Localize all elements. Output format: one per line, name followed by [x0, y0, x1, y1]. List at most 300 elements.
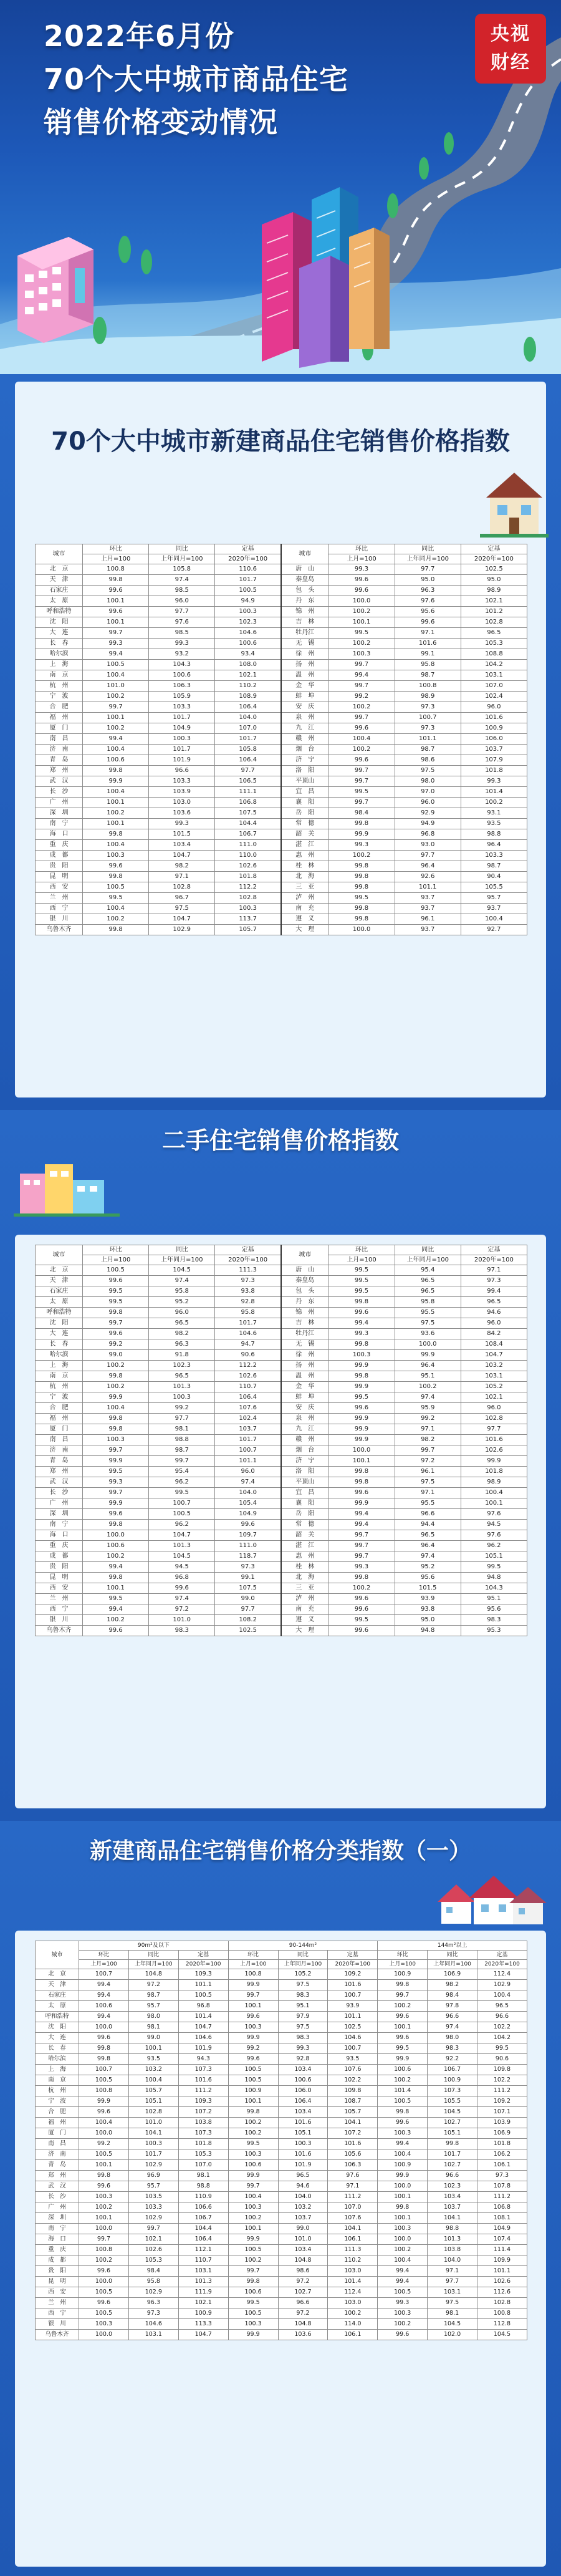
value-cell: 100.5 — [178, 1990, 228, 2001]
value-cell: 100.4 — [461, 914, 527, 925]
value-cell: 104.1 — [128, 2128, 178, 2139]
value-cell: 99.9 — [228, 1980, 278, 1990]
value-cell: 99.8 — [83, 766, 149, 776]
value-cell: 98.1 — [149, 1424, 215, 1435]
value-cell: 105.1 — [428, 2128, 477, 2139]
value-cell: 103.2 — [128, 2065, 178, 2075]
value-cell: 97.6 — [328, 2171, 378, 2181]
value-cell: 100.2 — [328, 2308, 378, 2319]
value-cell: 97.4 — [149, 1276, 215, 1286]
value-cell: 105.1 — [128, 2096, 178, 2107]
table-row — [36, 670, 527, 681]
value-cell: 97.4 — [428, 2022, 477, 2033]
value-cell: 100.3 — [83, 1435, 149, 1445]
value-cell: 99.6 — [83, 1276, 149, 1286]
value-cell: 96.3 — [128, 2298, 178, 2308]
value-cell: 96.6 — [149, 766, 215, 776]
table-second-body — [36, 1265, 527, 1636]
value-cell: 90.6 — [215, 1350, 281, 1361]
value-cell: 110.7 — [178, 2255, 228, 2266]
value-cell: 100.2 — [83, 1361, 149, 1371]
value-cell: 101.6 — [328, 2139, 378, 2149]
table-row — [36, 776, 527, 787]
value-cell: 104.7 — [461, 1350, 527, 1361]
value-cell: 97.1 — [328, 2181, 378, 2192]
value-cell: 97.4 — [149, 575, 215, 586]
city-cell: 洛 阳 — [281, 766, 328, 776]
value-cell: 99.6 — [228, 2054, 278, 2065]
city-cell: 福 州 — [36, 1414, 83, 1424]
value-cell: 98.8 — [428, 2224, 477, 2234]
col-subheader-base: 2020年=100 — [461, 1255, 527, 1265]
value-cell: 97.7 — [461, 1424, 527, 1435]
value-cell: 111.3 — [328, 2245, 378, 2255]
value-cell: 95.6 — [461, 1604, 527, 1615]
value-cell: 96.4 — [395, 1541, 461, 1551]
city-cell: 长 沙 — [36, 787, 83, 798]
city-cell: 襄 阳 — [281, 798, 328, 808]
city-cell: 西 宁 — [36, 1604, 83, 1615]
city-cell: 扬 州 — [281, 1361, 328, 1371]
city-cell: 太 原 — [36, 596, 83, 607]
city-cell: 岳 阳 — [281, 1509, 328, 1520]
table-classified-body — [36, 1969, 527, 2340]
value-cell: 101.6 — [178, 2075, 228, 2086]
value-cell: 101.1 — [178, 1980, 228, 1990]
value-cell: 97.2 — [278, 2277, 328, 2287]
city-cell: 襄 阳 — [281, 1498, 328, 1509]
value-cell: 97.1 — [461, 1265, 527, 1276]
value-cell: 99.4 — [83, 1562, 149, 1573]
value-cell: 97.7 — [395, 851, 461, 861]
value-cell: 100.2 — [228, 2118, 278, 2128]
value-cell: 102.5 — [328, 2022, 378, 2033]
table-row — [36, 564, 527, 575]
value-cell: 100.3 — [228, 2022, 278, 2033]
value-cell: 106.0 — [278, 2086, 328, 2096]
table-row — [36, 702, 527, 713]
value-cell: 101.4 — [178, 2012, 228, 2022]
table-row — [36, 2086, 527, 2096]
city-cell: 银 川 — [36, 1615, 83, 1626]
col-header-yoy: 同比 — [149, 1245, 215, 1255]
city-cell: 惠 州 — [281, 851, 328, 861]
value-cell: 99.7 — [328, 766, 395, 776]
value-cell: 112.4 — [328, 2287, 378, 2298]
table-row — [36, 2128, 527, 2139]
col-subheader-yoy: 上年同月=100 — [128, 1960, 178, 1969]
value-cell: 102.1 — [461, 596, 527, 607]
value-cell: 98.6 — [278, 2266, 328, 2277]
col-header-base: 定基 — [215, 1245, 281, 1255]
table-row — [36, 745, 527, 755]
value-cell: 99.9 — [328, 1498, 395, 1509]
value-cell: 100.2 — [83, 1551, 149, 1562]
city-cell: 洛 阳 — [281, 1467, 328, 1477]
value-cell: 111.2 — [178, 2086, 228, 2096]
city-cell: 宁 波 — [36, 2096, 79, 2107]
col-header-base: 定基 — [178, 1951, 228, 1960]
table-row — [36, 1990, 527, 2001]
value-cell: 101.2 — [461, 607, 527, 617]
value-cell: 98.2 — [149, 861, 215, 872]
value-cell: 100.9 — [178, 2308, 228, 2319]
table-row — [36, 882, 527, 893]
col-subheader-yoy: 上年同月=100 — [149, 1255, 215, 1265]
value-cell: 95.4 — [149, 1467, 215, 1477]
value-cell: 99.5 — [83, 1286, 149, 1297]
value-cell: 99.8 — [228, 2277, 278, 2287]
value-cell: 97.7 — [215, 766, 281, 776]
city-cell: 金 华 — [281, 681, 328, 692]
table-row — [36, 1541, 527, 1551]
value-cell: 100.1 — [83, 596, 149, 607]
value-cell: 107.1 — [477, 2107, 527, 2118]
city-cell: 合 肥 — [36, 702, 83, 713]
value-cell: 104.8 — [278, 2319, 328, 2330]
value-cell: 98.0 — [428, 2033, 477, 2043]
value-cell: 99.5 — [83, 893, 149, 904]
table-row — [36, 840, 527, 851]
table-row — [36, 660, 527, 670]
value-cell: 100.0 — [378, 2234, 428, 2245]
value-cell: 100.2 — [461, 798, 527, 808]
value-cell: 99.4 — [79, 1990, 129, 2001]
value-cell: 93.7 — [395, 893, 461, 904]
city-cell: 重 庆 — [36, 1541, 83, 1551]
value-cell: 97.6 — [461, 1509, 527, 1520]
hero-title-line-3: 销售价格变动情况 — [44, 105, 278, 139]
table-row — [36, 1583, 527, 1594]
value-cell: 102.7 — [428, 2118, 477, 2128]
value-cell: 96.3 — [395, 586, 461, 596]
value-cell: 111.4 — [477, 2245, 527, 2255]
value-cell: 96.4 — [395, 861, 461, 872]
value-cell: 113.3 — [178, 2319, 228, 2330]
value-cell: 111.2 — [477, 2192, 527, 2202]
table-new-body — [36, 564, 527, 935]
value-cell: 97.6 — [149, 617, 215, 628]
value-cell: 100.0 — [395, 1339, 461, 1350]
value-cell: 100.6 — [149, 670, 215, 681]
table-row — [36, 1551, 527, 1562]
value-cell: 99.4 — [328, 1509, 395, 1520]
value-cell: 101.1 — [395, 734, 461, 745]
value-cell: 100.8 — [477, 2308, 527, 2319]
city-cell: 北 海 — [281, 1573, 328, 1583]
value-cell: 98.2 — [149, 1329, 215, 1339]
value-cell: 96.1 — [395, 1467, 461, 1477]
city-cell: 长 沙 — [36, 1488, 83, 1498]
table-row — [36, 798, 527, 808]
value-cell: 101.3 — [178, 2277, 228, 2287]
table-row — [36, 1424, 527, 1435]
value-cell: 97.6 — [461, 1530, 527, 1541]
value-cell: 100.3 — [215, 607, 281, 617]
value-cell: 103.1 — [461, 1371, 527, 1382]
value-cell: 96.0 — [461, 1318, 527, 1329]
city-cell: 吉 林 — [281, 1318, 328, 1329]
table-row — [36, 1286, 527, 1297]
value-cell: 97.5 — [278, 1980, 328, 1990]
value-cell: 104.6 — [128, 2319, 178, 2330]
value-cell: 99.5 — [477, 2043, 527, 2054]
table-row — [36, 2054, 527, 2065]
value-cell: 97.5 — [428, 2298, 477, 2308]
city-cell: 秦皇岛 — [281, 1276, 328, 1286]
value-cell: 99.8 — [328, 819, 395, 829]
table-row — [36, 2107, 527, 2118]
city-cell: 常 德 — [281, 1520, 328, 1530]
value-cell: 102.2 — [477, 2022, 527, 2033]
col-subheader-mom: 上月=100 — [83, 1255, 149, 1265]
value-cell: 100.3 — [79, 2319, 129, 2330]
value-cell: 105.2 — [461, 1382, 527, 1392]
value-cell: 99.5 — [328, 1265, 395, 1276]
city-cell: 常 德 — [281, 819, 328, 829]
value-cell: 100.1 — [378, 2213, 428, 2224]
table-row — [36, 2213, 527, 2224]
value-cell: 99.9 — [83, 1498, 149, 1509]
value-cell: 99.6 — [328, 586, 395, 596]
city-cell: 安 庆 — [281, 702, 328, 713]
table-row — [36, 575, 527, 586]
value-cell: 100.2 — [228, 2128, 278, 2139]
value-cell: 112.4 — [477, 1969, 527, 1980]
city-cell: 天 津 — [36, 1276, 83, 1286]
value-cell: 94.3 — [178, 2054, 228, 2065]
value-cell: 102.8 — [128, 2107, 178, 2118]
value-cell: 97.7 — [149, 1414, 215, 1424]
value-cell: 101.6 — [461, 1435, 527, 1445]
value-cell: 99.9 — [328, 829, 395, 840]
value-cell: 99.6 — [228, 2012, 278, 2022]
value-cell: 95.1 — [461, 1594, 527, 1604]
value-cell: 97.3 — [128, 2308, 178, 2319]
value-cell: 104.5 — [149, 1551, 215, 1562]
value-cell: 99.9 — [395, 1350, 461, 1361]
value-cell: 99.6 — [79, 2266, 129, 2277]
city-cell: 烟 台 — [281, 1445, 328, 1456]
value-cell: 103.4 — [428, 2192, 477, 2202]
value-cell: 97.3 — [461, 1276, 527, 1286]
value-cell: 111.0 — [215, 840, 281, 851]
value-cell: 99.8 — [83, 1520, 149, 1530]
value-cell: 99.7 — [228, 2266, 278, 2277]
value-cell: 95.5 — [395, 1498, 461, 1509]
table-row — [36, 692, 527, 702]
value-cell: 106.5 — [215, 776, 281, 787]
value-cell: 97.1 — [395, 1488, 461, 1498]
value-cell: 99.8 — [83, 1424, 149, 1435]
city-cell: 惠 州 — [281, 1551, 328, 1562]
value-cell: 100.3 — [378, 2308, 428, 2319]
value-cell: 100.7 — [79, 2065, 129, 2075]
table-row — [36, 734, 527, 745]
value-cell: 92.8 — [278, 2054, 328, 2065]
value-cell: 99.0 — [83, 1350, 149, 1361]
value-cell: 99.7 — [328, 776, 395, 787]
city-cell: 厦 门 — [36, 2128, 79, 2139]
value-cell: 99.5 — [328, 1276, 395, 1286]
city-cell: 乌鲁木齐 — [36, 2330, 79, 2340]
value-cell: 103.1 — [128, 2330, 178, 2340]
col-header-city: 城市 — [36, 544, 83, 564]
city-cell: 南 昌 — [36, 1435, 83, 1445]
city-cell: 厦 门 — [36, 723, 83, 734]
value-cell: 101.0 — [278, 2234, 328, 2245]
city-cell: 长 春 — [36, 1339, 83, 1350]
city-cell: 南 京 — [36, 1371, 83, 1382]
value-cell: 104.6 — [215, 628, 281, 639]
city-cell: 呼和浩特 — [36, 2012, 79, 2022]
value-cell: 102.9 — [128, 2160, 178, 2171]
city-cell: 青 岛 — [36, 755, 83, 766]
value-cell: 106.1 — [477, 2160, 527, 2171]
value-cell: 93.5 — [128, 2054, 178, 2065]
value-cell: 105.3 — [128, 2255, 178, 2266]
value-cell: 99.4 — [378, 2266, 428, 2277]
value-cell: 100.4 — [228, 2192, 278, 2202]
value-cell: 95.7 — [128, 2001, 178, 2012]
value-cell: 93.9 — [395, 1594, 461, 1604]
city-cell: 无 锡 — [281, 1339, 328, 1350]
value-cell: 98.0 — [395, 776, 461, 787]
value-cell: 98.7 — [395, 670, 461, 681]
value-cell: 98.9 — [461, 1477, 527, 1488]
value-cell: 100.3 — [278, 2139, 328, 2149]
value-cell: 96.6 — [428, 2171, 477, 2181]
value-cell: 101.9 — [178, 2043, 228, 2054]
col-header-base: 定基 — [461, 1245, 527, 1255]
value-cell: 101.6 — [278, 2118, 328, 2128]
value-cell: 103.7 — [215, 1424, 281, 1435]
value-cell: 102.7 — [278, 2287, 328, 2298]
city-cell: 西 安 — [36, 2287, 79, 2298]
value-cell: 104.3 — [461, 1583, 527, 1594]
value-cell: 109.8 — [328, 2086, 378, 2096]
value-cell: 100.4 — [378, 2149, 428, 2160]
value-cell: 90.6 — [477, 2054, 527, 2065]
table-row — [36, 649, 527, 660]
value-cell: 97.7 — [395, 564, 461, 575]
value-cell: 100.7 — [79, 1969, 129, 1980]
col-subheader-base: 2020年=100 — [461, 554, 527, 564]
value-cell: 99.9 — [328, 1361, 395, 1371]
col-group-small: 90m²及以下 — [79, 1941, 229, 1951]
value-cell: 100.8 — [79, 2086, 129, 2096]
value-cell: 96.3 — [149, 1339, 215, 1350]
value-cell: 99.5 — [328, 628, 395, 639]
city-cell: 大 连 — [36, 2033, 79, 2043]
value-cell: 99.8 — [83, 1573, 149, 1583]
value-cell: 100.4 — [461, 1488, 527, 1498]
value-cell: 94.6 — [461, 1308, 527, 1318]
value-cell: 111.2 — [477, 2086, 527, 2096]
value-cell: 99.5 — [328, 1286, 395, 1297]
value-cell: 99.8 — [83, 872, 149, 882]
city-cell: 湛 江 — [281, 1541, 328, 1551]
value-cell: 108.0 — [215, 660, 281, 670]
value-cell: 97.5 — [395, 1318, 461, 1329]
value-cell: 103.5 — [128, 2192, 178, 2202]
value-cell: 100.3 — [228, 2319, 278, 2330]
value-cell: 100.9 — [228, 2086, 278, 2096]
value-cell: 99.5 — [378, 2043, 428, 2054]
value-cell: 104.5 — [428, 2107, 477, 2118]
col-subheader-base: 2020年=100 — [328, 1960, 378, 1969]
value-cell: 99.5 — [328, 893, 395, 904]
city-cell: 西 宁 — [36, 2308, 79, 2319]
value-cell: 99.2 — [83, 1339, 149, 1350]
value-cell: 101.1 — [395, 882, 461, 893]
value-cell: 95.7 — [128, 2181, 178, 2192]
value-cell: 102.8 — [477, 2298, 527, 2308]
table-row — [36, 1403, 527, 1414]
value-cell: 100.5 — [79, 2149, 129, 2160]
value-cell: 104.8 — [278, 2255, 328, 2266]
value-cell: 94.5 — [149, 1562, 215, 1573]
value-cell: 109.8 — [477, 2065, 527, 2075]
city-cell: 石家庄 — [36, 586, 83, 596]
value-cell: 100.3 — [328, 649, 395, 660]
value-cell: 106.4 — [178, 2234, 228, 2245]
value-cell: 103.4 — [278, 2065, 328, 2075]
value-cell: 96.4 — [395, 1361, 461, 1371]
value-cell: 99.9 — [228, 2171, 278, 2181]
value-cell: 114.0 — [328, 2319, 378, 2330]
city-cell: 福 州 — [36, 2118, 79, 2128]
value-cell: 99.6 — [328, 575, 395, 586]
value-cell: 96.8 — [395, 829, 461, 840]
value-cell: 99.2 — [328, 692, 395, 702]
city-cell: 武 汉 — [36, 776, 83, 787]
value-cell: 103.8 — [178, 2118, 228, 2128]
table-row — [36, 1573, 527, 1583]
table-row — [36, 2075, 527, 2086]
value-cell: 100.7 — [149, 1498, 215, 1509]
value-cell: 107.6 — [215, 1403, 281, 1414]
value-cell: 97.4 — [395, 1551, 461, 1562]
value-cell: 107.3 — [178, 2065, 228, 2075]
value-cell: 96.5 — [461, 1297, 527, 1308]
value-cell: 101.6 — [278, 2149, 328, 2160]
city-cell: 海 口 — [36, 1530, 83, 1541]
value-cell: 95.8 — [395, 660, 461, 670]
table-row — [36, 2001, 527, 2012]
table-row — [36, 851, 527, 861]
value-cell: 104.1 — [328, 2224, 378, 2234]
value-cell: 100.3 — [79, 2192, 129, 2202]
value-cell: 99.5 — [83, 1594, 149, 1604]
value-cell: 99.8 — [328, 861, 395, 872]
table-row — [36, 586, 527, 596]
value-cell: 105.5 — [428, 2096, 477, 2107]
value-cell: 100.4 — [378, 2255, 428, 2266]
table-row — [36, 2287, 527, 2298]
value-cell: 92.9 — [395, 808, 461, 819]
value-cell: 99.7 — [395, 1445, 461, 1456]
city-cell: 唐 山 — [281, 564, 328, 575]
value-cell: 93.8 — [395, 1604, 461, 1615]
city-cell: 广 州 — [36, 2202, 79, 2213]
value-cell: 101.4 — [378, 2086, 428, 2096]
value-cell: 95.6 — [395, 607, 461, 617]
table-row — [36, 1361, 527, 1371]
col-subheader-mom: 上月=100 — [228, 1960, 278, 1969]
table-row — [36, 1371, 527, 1382]
value-cell: 96.9 — [128, 2171, 178, 2181]
